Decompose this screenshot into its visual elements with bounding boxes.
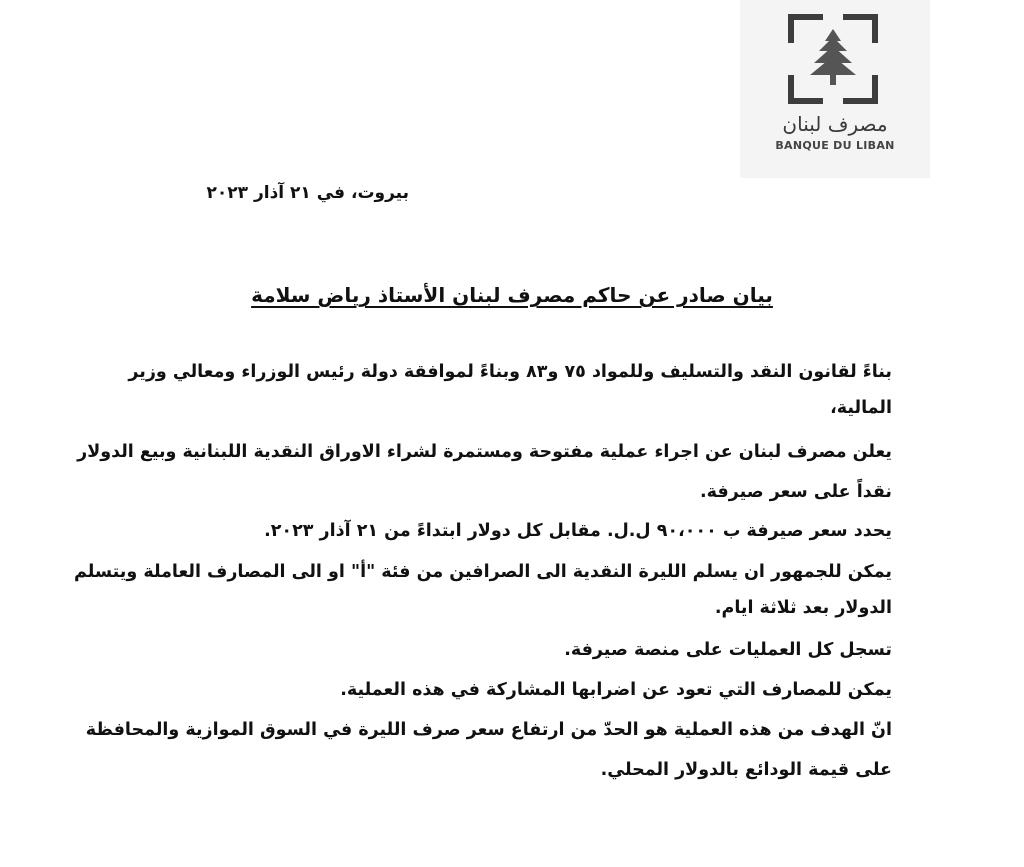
body-line: انّ الهدف من هذه العملية هو الحدّ من ارتفاع سعر صرف الليرة في السوق الموازية والمحافظة <box>85 720 892 740</box>
statement-title-text: بيان صادر عن حاكم مصرف لبنان الأستاذ رياض سلامة <box>251 283 773 307</box>
body-line: يعلن مصرف لبنان عن اجراء عملية مفتوحة ومستمرة لشراء الاوراق النقدية اللبنانية وبيع الدولار <box>77 442 892 462</box>
body-line: يمكن للجمهور ان يسلم الليرة النقدية الى الصرافين من فئة "أ" او الى المصارف العاملة ويتسلم <box>73 562 892 582</box>
body-line: الدولار بعد ثلاثة ايام. <box>714 598 892 618</box>
body-line: نقداً على سعر صيرفة. <box>700 482 892 502</box>
body-line: بناءً لقانون النقد والتسليف وللمواد ٧٥ و٨٣ وبناءً لموافقة دولة رئيس الوزراء ومعالي وزير <box>128 362 892 382</box>
logo-arabic-name: مصرف لبنان <box>782 112 888 136</box>
body-line: تسجل كل العمليات على منصة صيرفة. <box>564 640 892 660</box>
body-line: يحدد سعر صيرفة ب ٩٠،٠٠٠ ل.ل. مقابل كل دولار ابتداءً من ٢١ آذار ٢٠٢٣. <box>264 521 892 541</box>
date-line: بيروت، في ٢١ آذار ٢٠٢٣ <box>206 183 409 203</box>
body-line: على قيمة الودائع بالدولار المحلي. <box>600 760 892 780</box>
logo-latin-name: BANQUE DU LIBAN <box>775 139 895 152</box>
statement-title <box>0 283 1024 307</box>
body-line: يمكن للمصارف التي تعود عن اضرابها المشاركة في هذه العملية. <box>340 680 892 700</box>
cedar-emblem-icon <box>787 13 879 105</box>
bank-logo <box>740 0 930 178</box>
body-line: المالية، <box>830 398 892 418</box>
